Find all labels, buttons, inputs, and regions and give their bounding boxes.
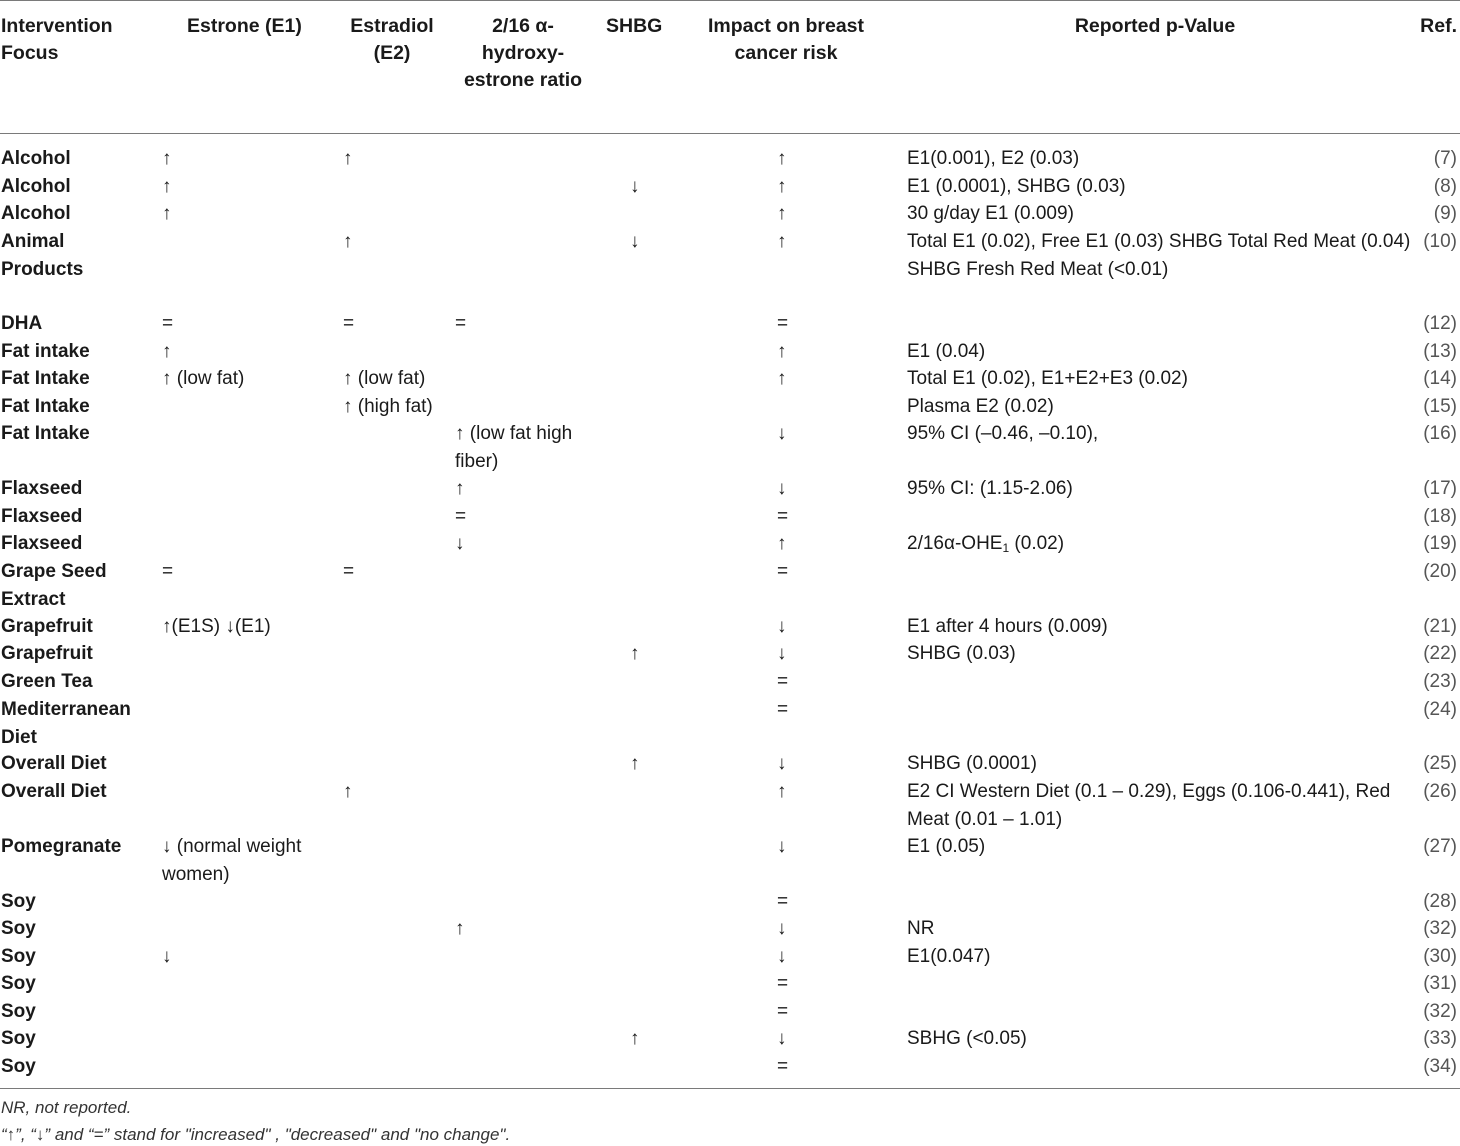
footnote-nr: NR, not reported. [1, 1098, 132, 1117]
row-impact: = [777, 1056, 789, 1077]
row-shbg: ↑ [630, 1028, 640, 1049]
row-ref: (23) [1423, 671, 1457, 692]
row-estradiol: = [343, 313, 355, 334]
row-focus: Mediterranean Diet [1, 699, 131, 748]
row-focus: Flaxseed [1, 533, 83, 554]
row-shbg: ↓ [630, 176, 640, 197]
row-focus: Soy [1, 1056, 36, 1077]
row-ratio: = [455, 313, 467, 334]
row-p-value: SHBG (0.03) [907, 643, 1016, 664]
row-ref: (21) [1423, 616, 1457, 637]
row-focus: Overall Diet [1, 753, 107, 774]
row-p-value: Total E1 (0.02), Free E1 (0.03) SHBG Total Red Meat (0.04) SHBG Fresh Red Meat (<0.01) [907, 231, 1411, 280]
row-impact: ↑ [777, 533, 787, 554]
row-p-value: E1(0.001), E2 (0.03) [907, 148, 1080, 169]
row-p-value: E1 (0.0001), SHBG (0.03) [907, 176, 1126, 197]
row-focus: Overall Diet [1, 781, 107, 802]
row-estrone: ↑ [162, 176, 172, 197]
row-impact: ↑ [777, 781, 787, 802]
row-impact: ↓ [777, 643, 787, 664]
row-impact: ↓ [777, 946, 787, 967]
header-intervention-focus: Intervention Focus [1, 15, 113, 64]
row-ratio: = [455, 506, 467, 527]
row-impact: ↓ [777, 1028, 787, 1049]
row-p-value: E1 (0.05) [907, 836, 986, 857]
row-p-value: 95% CI: (1.15-2.06) [907, 478, 1073, 499]
row-focus: Fat Intake [1, 423, 90, 444]
p-value-tail: (0.02) [1009, 533, 1065, 554]
row-estradiol: ↑ [343, 148, 353, 169]
row-estrone: ↑ (low fat) [162, 368, 245, 389]
row-ref: (13) [1423, 341, 1457, 362]
row-p-value: 30 g/day E1 (0.009) [907, 203, 1074, 224]
row-impact: = [777, 1001, 789, 1022]
row-ref: (20) [1423, 561, 1457, 582]
row-ref: (10) [1423, 231, 1457, 252]
row-impact: ↑ [777, 148, 787, 169]
row-focus: Fat intake [1, 341, 90, 362]
row-p-value: E1(0.047) [907, 946, 991, 967]
row-ref: (9) [1433, 203, 1457, 224]
row-focus: Grapefruit [1, 616, 93, 637]
row-p-value: Plasma E2 (0.02) [907, 396, 1054, 417]
row-focus: Grapefruit [1, 643, 93, 664]
header-estrone: Estrone (E1) [187, 15, 302, 37]
row-p-value: E1 (0.04) [907, 341, 986, 362]
row-ref: (27) [1423, 836, 1457, 857]
row-estradiol: ↑ (low fat) [343, 368, 426, 389]
row-focus: Alcohol [1, 176, 71, 197]
row-ref: (14) [1423, 368, 1457, 389]
row-ref: (18) [1423, 506, 1457, 527]
row-impact: ↑ [777, 341, 787, 362]
row-impact: ↓ [777, 836, 787, 857]
row-ref: (32) [1423, 918, 1457, 939]
p-value-main: 2/16α-OHE [907, 533, 1003, 554]
row-p-value: Total E1 (0.02), E1+E2+E3 (0.02) [907, 368, 1188, 389]
row-p-value: 95% CI (–0.46, –0.10), [907, 423, 1099, 444]
row-impact: = [777, 506, 789, 527]
row-focus: Flaxseed [1, 478, 83, 499]
row-ref: (12) [1423, 313, 1457, 334]
row-estradiol: ↑ [343, 781, 353, 802]
row-ref: (19) [1423, 533, 1457, 554]
row-ref: (24) [1423, 699, 1457, 720]
row-estradiol: ↑ [343, 231, 353, 252]
row-impact: = [777, 891, 789, 912]
row-ref: (34) [1423, 1056, 1457, 1077]
row-p-value: NR [907, 918, 935, 939]
row-focus: Flaxseed [1, 506, 83, 527]
row-estrone: ↓ (normal weight women) [162, 836, 302, 885]
row-ref: (26) [1423, 781, 1457, 802]
row-estradiol: ↑ (high fat) [343, 396, 433, 417]
row-ref: (25) [1423, 753, 1457, 774]
row-impact: = [777, 973, 789, 994]
row-impact: ↓ [777, 616, 787, 637]
row-ratio: ↓ [455, 533, 465, 554]
row-p-value: SHBG (0.0001) [907, 753, 1037, 774]
header-estradiol: Estradiol (E2) [350, 15, 434, 64]
row-focus: Soy [1, 973, 36, 994]
row-ref: (17) [1423, 478, 1457, 499]
row-estrone: ↓ [162, 946, 172, 967]
row-impact: ↓ [777, 478, 787, 499]
row-p-value: SBHG (<0.05) [907, 1028, 1027, 1049]
row-focus: Animal Products [1, 231, 84, 280]
row-ratio: ↑ (low fat high fiber) [455, 423, 573, 472]
row-ref: (33) [1423, 1028, 1457, 1049]
row-focus: Green Tea [1, 671, 93, 692]
p-value-subscript: 1 [1002, 541, 1010, 555]
row-estrone: ↑ [162, 148, 172, 169]
header-hydroxyestrone-ratio: 2/16 α-hydroxy-estrone ratio [463, 15, 583, 91]
table-header [0, 0, 1460, 134]
row-impact: ↑ [777, 203, 787, 224]
row-ratio: ↑ [455, 918, 465, 939]
row-p-value: E1 after 4 hours (0.009) [907, 616, 1108, 637]
row-p-value [907, 530, 1412, 558]
row-estrone: ↑ [162, 341, 172, 362]
header-ref: Ref. [1420, 15, 1457, 37]
row-estrone: ↑ [162, 203, 172, 224]
row-ref: (28) [1423, 891, 1457, 912]
row-focus: Alcohol [1, 203, 71, 224]
row-focus: Pomegranate [1, 836, 122, 857]
row-shbg: ↑ [630, 753, 640, 774]
row-ref: (30) [1423, 946, 1457, 967]
header-reported-p-value: Reported p-Value [1074, 15, 1236, 37]
row-impact: ↑ [777, 368, 787, 389]
row-focus: DHA [1, 313, 43, 334]
row-focus: Soy [1, 946, 36, 967]
row-focus: Alcohol [1, 148, 71, 169]
row-focus: Soy [1, 1001, 36, 1022]
row-impact: = [777, 699, 789, 720]
table-bottom-rule [0, 1088, 1460, 1089]
row-focus: Grape Seed Extract [1, 561, 107, 610]
row-impact: ↓ [777, 918, 787, 939]
row-impact: = [777, 313, 789, 334]
row-impact: = [777, 561, 789, 582]
row-ref: (8) [1433, 176, 1457, 197]
row-focus: Soy [1, 1028, 36, 1049]
header-shbg: SHBG [606, 15, 663, 37]
row-estrone: = [162, 561, 174, 582]
row-ref: (7) [1433, 148, 1457, 169]
row-focus: Fat Intake [1, 368, 90, 389]
row-estrone: = [162, 313, 174, 334]
row-focus: Fat Intake [1, 396, 90, 417]
row-ref: (16) [1423, 423, 1457, 444]
row-shbg: ↓ [630, 231, 640, 252]
row-ratio: ↑ [455, 478, 465, 499]
row-ref: (15) [1423, 396, 1457, 417]
row-estrone: ↑(E1S) ↓(E1) [162, 616, 271, 637]
row-ref: (31) [1423, 973, 1457, 994]
row-impact: ↑ [777, 176, 787, 197]
row-focus: Soy [1, 891, 36, 912]
row-ref: (32) [1423, 1001, 1457, 1022]
header-impact-breast-cancer: Impact on breast cancer risk [707, 15, 865, 64]
row-estradiol: = [343, 561, 355, 582]
row-focus: Soy [1, 918, 36, 939]
row-ref: (22) [1423, 643, 1457, 664]
row-p-value: E2 CI Western Diet (0.1 – 0.29), Eggs (0.106-0.441), Red Meat (0.01 – 1.01) [907, 781, 1391, 830]
footnote-symbols: “↑”, “↓” and “=” stand for "increased" , "decreased" and "no change". [1, 1125, 511, 1144]
row-impact: = [777, 671, 789, 692]
row-shbg: ↑ [630, 643, 640, 664]
row-impact: ↓ [777, 753, 787, 774]
row-impact: ↑ [777, 231, 787, 252]
row-impact: ↓ [777, 423, 787, 444]
